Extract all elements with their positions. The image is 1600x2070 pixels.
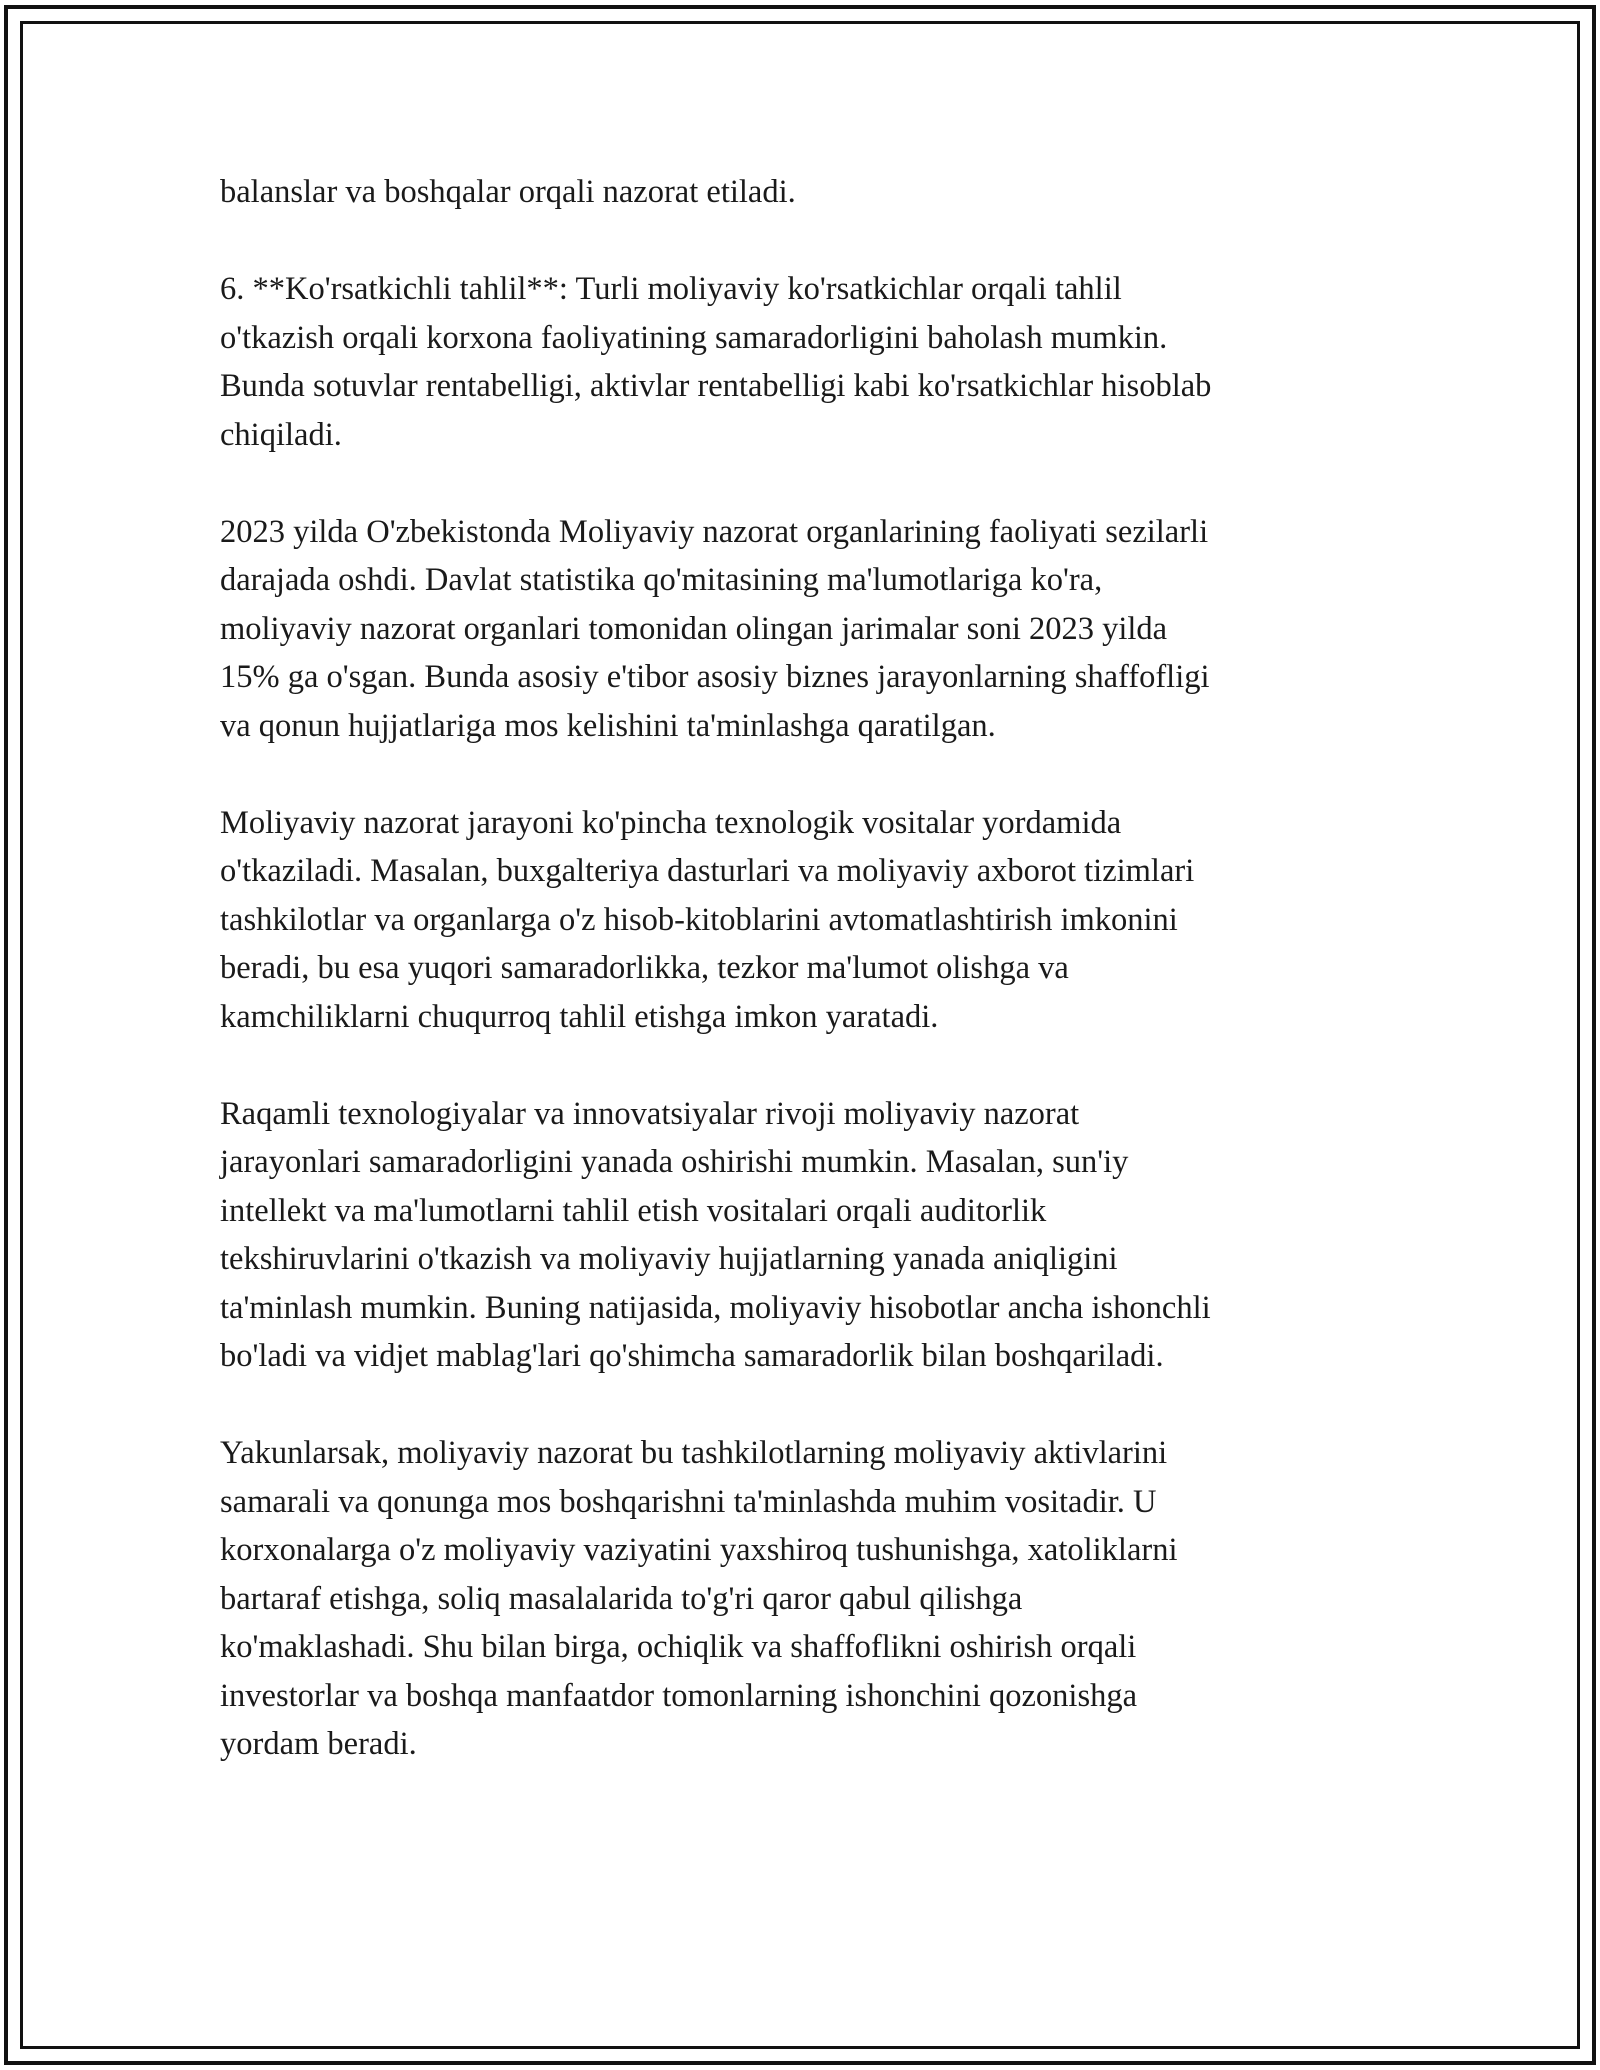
paragraph-digital-innovation: Raqamli texnologiyalar va innovatsiyalar rivoji moliyaviy nazorat jarayonlari samaradorligini yanada oshirishi mumkin. Masalan, sun'iy intellekt va ma'lumotlarni tahlil etish vositalari orqali auditorlik tekshiruvlarini o'tkazish va moliyaviy hujjatlarning yanada aniqligini ta'minlash mumkin. Buning natijasida, moliyaviy hisobotlar ancha ishonchli bo'ladi va vidjet mablag'lari qo'shimcha samaradorlik bilan boshqariladi. — [220, 1095, 1211, 1374]
paragraph-indicator-analysis: 6. **Ko'rsatkichli tahlil**: Turli moliyaviy ko'rsatkichlar orqali tahlil o'tkazish orqali korxona faoliyatining samaradorligini baholash mumkin. Bunda sotuvlar rentabelligi, aktivlar rentabelligi kabi ko'rsatkichlar hisoblab chiqiladi. — [220, 271, 1212, 453]
paragraph-control-methods-end: balanslar va boshqalar orqali nazorat etiladi. — [220, 174, 796, 210]
paragraph-conclusion: Yakunlarsak, moliyaviy nazorat bu tashkilotlarning moliyaviy aktivlarini samarali va qonunga mos boshqarishni ta'minlashda muhim vositadir. U korxonalarga o'z moliyaviy vaziyatini yaxshiroq tushunishga, xatoliklarni bartaraf etishga, soliq masalalarida to'g'ri qaror qabul qilishga ko'maklashadi. Shu bilan birga, ochiqlik va shaffoflikni oshirish orqali investorlar va boshqa manfaatdor tomonlarning ishonchini qozonishga yordam beradi. — [220, 1435, 1178, 1762]
document-body — [220, 168, 1370, 1769]
paragraph-2023-statistics: 2023 yilda O'zbekistonda Moliyaviy nazorat organlarining faoliyati sezilarli darajada oshdi. Davlat statistika qo'mitasining ma'lumotlariga ko'ra, moliyaviy nazorat organlari tomonidan olingan jarimalar soni 2023 yilda 15% ga o'sgan. Bunda asosiy e'tibor asosiy biznes jarayonlarning shaffofligi va qonun hujjatlariga mos kelishini ta'minlashga qaratilgan. — [220, 513, 1210, 744]
paragraph-technology-tools: Moliyaviy nazorat jarayoni ko'pincha texnologik vositalar yordamida o'tkaziladi. Masalan, buxgalteriya dasturlari va moliyaviy axborot tizimlari tashkilotlar va organlarga o'z hisob-kitoblarini avtomatlashtirish imkonini beradi, bu esa yuqori samaradorlikka, tezkor ma'lumot olishga va kamchiliklarni chuqurroq tahlil etishga imkon yaratadi. — [220, 804, 1195, 1035]
